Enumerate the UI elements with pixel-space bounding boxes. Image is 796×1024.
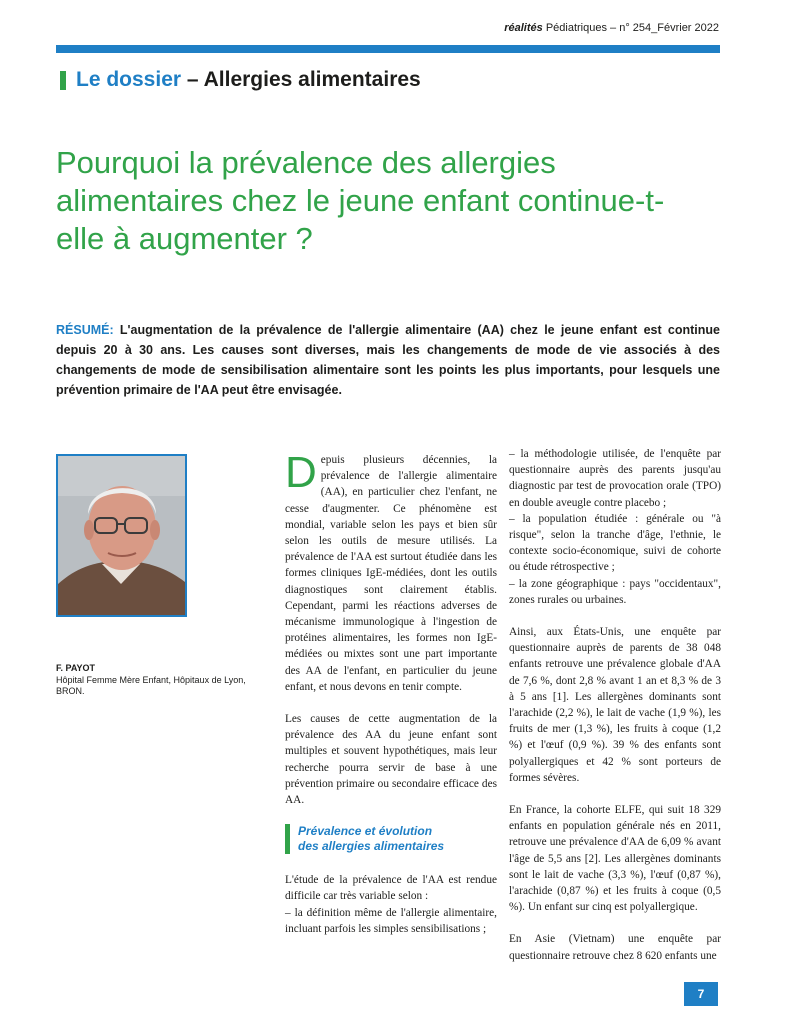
list-item-methodology: – la méthodologie utilisée, de l'enquête par questionnaire auprès des parents jusqu'au diagnostic par test de provocation orale (TPO) en double aveugle contre placebo ; <box>509 448 721 509</box>
page-number: 7 <box>684 982 718 1006</box>
section-title-line-1: Prévalence et évolution <box>298 824 433 839</box>
column-2 <box>509 446 721 980</box>
rubric-marker <box>60 71 66 90</box>
author-name: F. PAYOT <box>56 663 96 673</box>
author-portrait-image <box>58 456 185 615</box>
header-rule <box>56 45 720 53</box>
abstract <box>56 320 720 400</box>
journal-brand: réalités <box>504 22 543 34</box>
rubric-topic: – Allergies alimentaires <box>181 68 421 91</box>
abstract-text: L'augmentation de la prévalence de l'allergie alimentaire (AA) chez le jeune enfant est continue depuis 20 à 30 ans. Les causes sont diverses, mais les changements de mode de vie associés à des changements de mode de sensibilisation alimentaire sont les points les plus importants, pour lesquels une prévention primaire de l'AA peut être envisagée. <box>56 323 720 397</box>
paragraph-france: En France, la cohorte ELFE, qui suit 18 329 enfants en population générale nés en 2011, retrouve une prévalence d'AA de 6,09 % avant l'âge de 5,5 ans [2]. Les allergènes dominants sont le lait de vache (3,3 %), l'œuf (0,87 %), l'arachide (0,87 %) et les fruits à coque (0,5 %). Un enfant sur cinq est polyallergique. <box>509 804 721 914</box>
paragraph-asia: En Asie (Vietnam) une enquête par questionnaire retrouve chez 8 620 enfants une <box>509 933 721 962</box>
article-title: Pourquoi la prévalence des allergies alimentaires chez le jeune enfant continue-t-elle à augmenter ? <box>56 145 665 256</box>
list-item-population: – la population étudiée : générale ou "à risque", selon la tranche d'âge, l'ethnie, le contexte socio-économique, suivi de cohorte ou étude rétrospective ; <box>509 512 721 574</box>
author-affiliation: Hôpital Femme Mère Enfant, Hôpitaux de Lyon, BRON. <box>56 675 246 696</box>
running-header <box>495 22 719 34</box>
intro-text: epuis plusieurs décennies, la prévalence de l'allergie alimentaire (AA), en particulier chez l'enfant, ne cesse d'augmenter. Ce phénomène est mondial, variable selon les pays et bien sûr selon les outils de mesure utilisés. La prévalence de l'AA est surtout étudiée dans les formes cliniques IgE-médiées, dont les outils diagnostiques sont clairement établis. Cependant, parmi les réactions adverses de mécanisme immunologique à l'ingestion de protéines alimentaires, les formes non IgE-médiées ou mixtes sont une part importante des AA de l'enfant, en particulier du jeune enfant, et nous devons en tenir compte. <box>285 454 497 693</box>
rubric-section: Le dossier <box>76 68 182 91</box>
paragraph-usa: Ainsi, aux États-Unis, une enquête par questionnaire auprès de parents de 38 048 enfants retrouve une prévalence globale d'AA de 7,6 %, dont 2,8 % avant 1 an et 8,3 % de 3 à 5 ans [1]. Les allergènes dominants sont l'arachide (2,2 %), le lait de vache (1,9 %), les fruits de mer (1,3 %), les fruits à coque (1,2 %) et l'œuf (0,9 %). 39 % des enfants sont polyallergiques et 42 % sont porteurs de formes sévères. <box>509 626 721 784</box>
drop-cap: D <box>285 448 317 497</box>
paragraph-study-intro: L'étude de la prévalence de l'AA est rendue difficile car très variable selon : <box>285 874 497 903</box>
list-item-definition: – la définition même de l'allergie alimentaire, incluant parfois les simples sensibilisations ; <box>285 906 497 935</box>
abstract-label: RÉSUMÉ: <box>56 323 120 337</box>
author-photo <box>56 454 187 617</box>
paragraph-causes: Les causes de cette augmentation de la prévalence des AA du jeune enfant sont multiples et souvent hypothétiques, mais leur recherche pourra servir de base à une prévention primaire ou secondaire efficace des AA. <box>285 713 497 807</box>
section-title-line-2: des allergies alimentaires <box>298 839 445 854</box>
rubric-heading <box>60 68 421 92</box>
section-marker <box>285 824 290 854</box>
section-heading <box>285 824 497 854</box>
paragraph-intro <box>285 448 497 695</box>
list-item-geography: – la zone géographique : pays "occidentaux", zones rurales ou urbaines. <box>509 577 721 606</box>
journal-issue: Pédiatriques – n° 254_Février 2022 <box>542 22 719 34</box>
column-1 <box>285 448 497 953</box>
